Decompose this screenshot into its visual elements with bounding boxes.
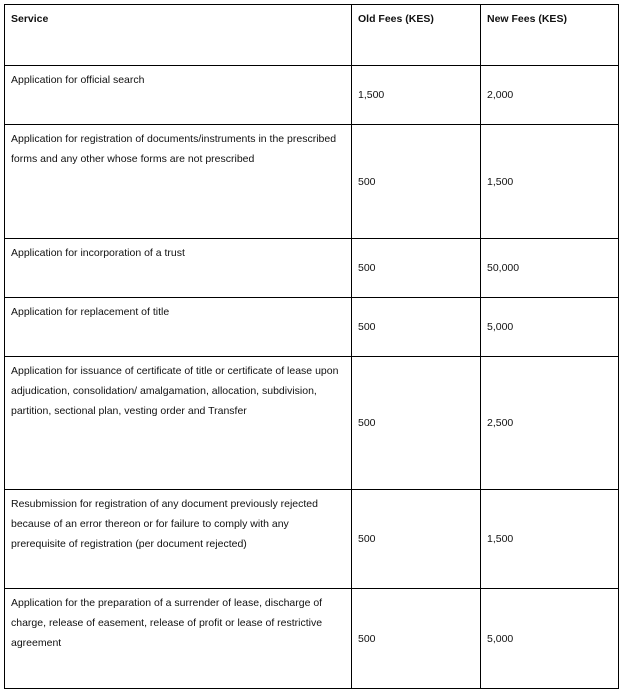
- table-row: [5, 239, 619, 298]
- service-cell: Application for issuance of certificate of title or certificate of lease upon adjudication, consolidation/ amalgamation, allocation, subdivision, partition, sectional plan, vesting order and Transfer: [5, 357, 352, 490]
- table-row: [5, 66, 619, 125]
- service-cell: Resubmission for registration of any document previously rejected because of an error thereon or for failure to comply with any prerequisite of registration (per document rejected): [5, 490, 352, 589]
- table-header: [5, 5, 619, 66]
- new-fee-cell: 1,500: [481, 490, 619, 589]
- header-service: Service: [5, 5, 352, 66]
- table-row: [5, 298, 619, 357]
- old-fee-cell: 500: [352, 298, 481, 357]
- table-row: [5, 589, 619, 689]
- table-row: [5, 357, 619, 490]
- header-new-fees: New Fees (KES): [481, 5, 619, 66]
- service-cell: Application for the preparation of a surrender of lease, discharge of charge, release of easement, release of profit or lease of restrictive agreement: [5, 589, 352, 689]
- new-fee-cell: 50,000: [481, 239, 619, 298]
- old-fee-cell: 500: [352, 589, 481, 689]
- old-fee-cell: 1,500: [352, 66, 481, 125]
- table-body: [5, 66, 619, 689]
- old-fee-cell: 500: [352, 357, 481, 490]
- table-row: [5, 490, 619, 589]
- service-cell: Application for replacement of title: [5, 298, 352, 357]
- fees-table: [4, 4, 619, 689]
- new-fee-cell: 1,500: [481, 125, 619, 239]
- service-cell: Application for incorporation of a trust: [5, 239, 352, 298]
- new-fee-cell: 5,000: [481, 298, 619, 357]
- header-old-fees: Old Fees (KES): [352, 5, 481, 66]
- new-fee-cell: 2,000: [481, 66, 619, 125]
- header-row: [5, 5, 619, 66]
- service-cell: Application for official search: [5, 66, 352, 125]
- new-fee-cell: 2,500: [481, 357, 619, 490]
- old-fee-cell: 500: [352, 490, 481, 589]
- old-fee-cell: 500: [352, 125, 481, 239]
- new-fee-cell: 5,000: [481, 589, 619, 689]
- table-row: [5, 125, 619, 239]
- service-cell: Application for registration of documents/instruments in the prescribed forms and any other whose forms are not prescribed: [5, 125, 352, 239]
- old-fee-cell: 500: [352, 239, 481, 298]
